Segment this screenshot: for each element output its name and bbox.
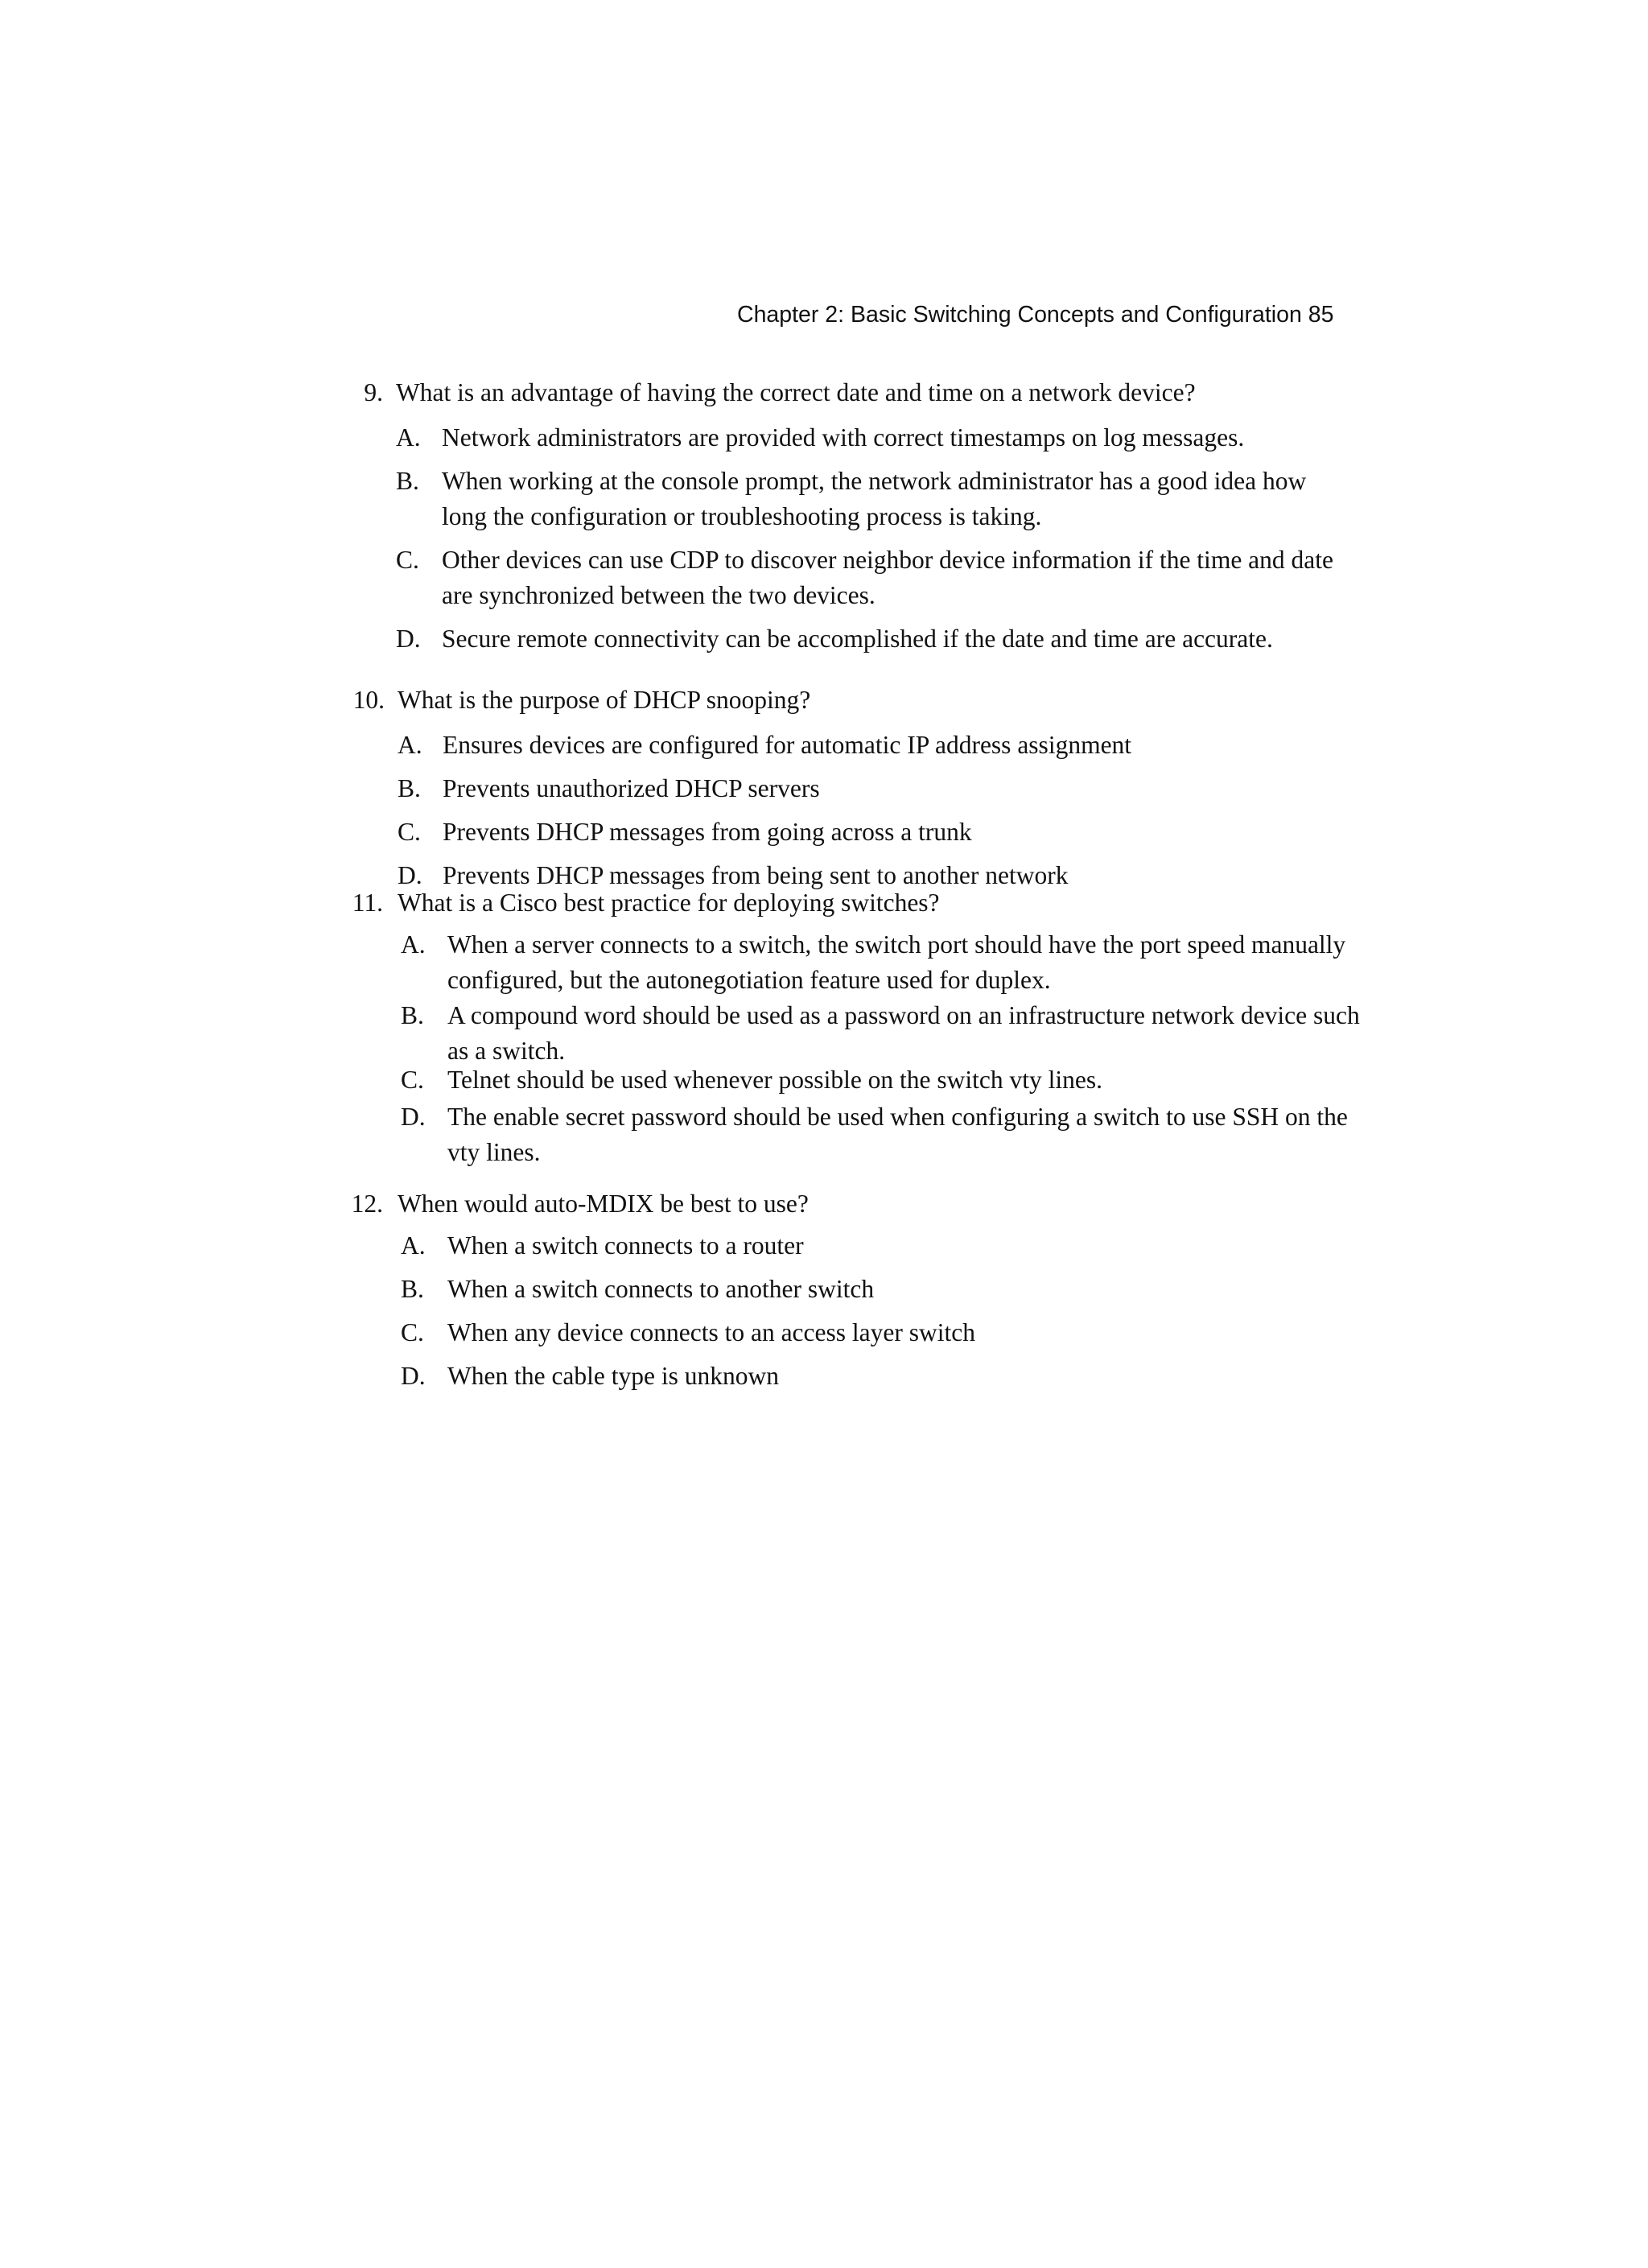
option-letter: D. — [401, 1362, 426, 1390]
option-letter: B. — [401, 1275, 424, 1303]
option-letter: D. — [396, 625, 421, 653]
option-text: Prevents DHCP messages from being sent to another network — [443, 861, 1069, 889]
option-letter: B. — [396, 467, 419, 495]
option-letter: A. — [401, 1231, 426, 1260]
option-letter: C. — [396, 546, 419, 574]
option-letter: C. — [401, 1066, 424, 1094]
option-text: Telnet should be used whenever possible on the switch vty lines. — [447, 1066, 1103, 1094]
option-text: When a switch connects to another switch — [447, 1275, 875, 1303]
option-text-continued: as a switch. — [447, 1037, 566, 1065]
option-letter: C. — [398, 818, 421, 846]
option-text-continued: vty lines. — [447, 1138, 541, 1166]
question-number: 11. — [352, 889, 383, 917]
option-text-continued: configured, but the autonegotiation feature used for duplex. — [447, 966, 1051, 994]
option-text: When any device connects to an access layer switch — [447, 1318, 975, 1346]
option-text: When working at the console prompt, the network administrator has a good idea how — [442, 467, 1307, 495]
option-text: Prevents DHCP messages from going across a trunk — [443, 818, 972, 846]
option-text: Other devices can use CDP to discover neighbor device information if the time and date — [442, 546, 1333, 574]
question-text: What is a Cisco best practice for deploying switches? — [398, 889, 940, 917]
question-text: When would auto-MDIX be best to use? — [398, 1190, 809, 1218]
question-text: What is the purpose of DHCP snooping? — [398, 686, 811, 714]
option-text: Secure remote connectivity can be accomplished if the date and time are accurate. — [442, 625, 1273, 653]
option-letter: B. — [401, 1001, 424, 1029]
question-number: 9. — [364, 378, 383, 406]
option-letter: A. — [398, 731, 422, 759]
question-text: What is an advantage of having the correct date and time on a network device? — [396, 378, 1196, 406]
option-text: When the cable type is unknown — [447, 1362, 780, 1390]
question-number: 12. — [351, 1190, 383, 1218]
option-letter: D. — [398, 861, 422, 889]
option-letter: A. — [401, 930, 426, 959]
option-letter: A. — [396, 423, 421, 452]
option-text-continued: are synchronized between the two devices. — [442, 581, 876, 609]
option-text: Prevents unauthorized DHCP servers — [443, 774, 820, 802]
option-letter: C. — [401, 1318, 424, 1346]
running-header: Chapter 2: Basic Switching Concepts and Configuration 85 — [737, 302, 1334, 328]
option-text: When a switch connects to a router — [447, 1231, 804, 1260]
option-letter: D. — [401, 1103, 426, 1131]
option-text: Network administrators are provided with correct timestamps on log messages. — [442, 423, 1245, 452]
option-letter: B. — [398, 774, 421, 802]
option-text: A compound word should be used as a password on an infrastructure network device such — [447, 1001, 1360, 1029]
option-text-continued: long the configuration or troubleshooting process is taking. — [442, 502, 1042, 530]
option-text: Ensures devices are configured for automatic IP address assignment — [443, 731, 1132, 759]
question-number: 10. — [352, 686, 385, 714]
option-text: When a server connects to a switch, the switch port should have the port speed manually — [447, 930, 1346, 959]
option-text: The enable secret password should be used when configuring a switch to use SSH on the — [447, 1103, 1348, 1131]
